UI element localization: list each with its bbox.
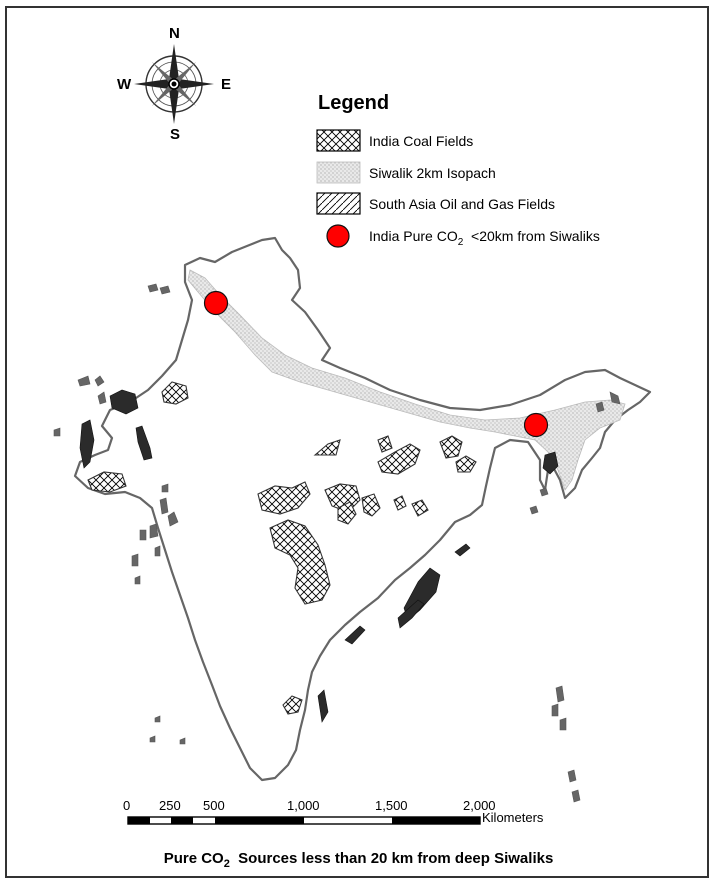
oil-gas-field (318, 690, 328, 722)
legend-swatch-oil-gas (317, 193, 360, 214)
scale-unit-label: Kilometers (482, 810, 544, 825)
scale-tick-label: 500 (203, 798, 225, 813)
scale-tick-label: 0 (123, 798, 131, 813)
co2-marker-north (205, 292, 228, 315)
map-caption: Pure $CO_2$ Sources less than 20 km from deep Siwaliks (163, 850, 554, 870)
oil-gas-field (345, 626, 365, 644)
compass-south-label: S (170, 126, 181, 143)
oil-gas-field (455, 544, 470, 556)
legend-swatch-co2 (327, 225, 349, 247)
legend-swatch-siwalik (317, 162, 360, 183)
scale-tick-label: 1,000 (287, 798, 320, 813)
compass-north-label: N (169, 25, 180, 42)
scale-bar (128, 817, 480, 824)
legend-label-oil-gas: South Asia Oil and Gas Fields (369, 196, 555, 212)
legend-label-siwalik: Siwalik 2km Isopach (369, 165, 496, 181)
scale-tick-label: 1,500 (375, 798, 408, 813)
legend-swatch-coal (317, 130, 360, 151)
compass-west-label: W (117, 76, 132, 93)
legend-label-co2: India Pure $CO_2 <20km$ from Siwaliks (369, 228, 600, 248)
legend-label-coal: India Coal Fields (369, 133, 474, 149)
co2-marker-east (525, 414, 548, 437)
compass-east-label: E (221, 76, 232, 93)
scale-tick-label: 250 (159, 798, 181, 813)
scale-tick-label: 2,000 (463, 798, 496, 813)
legend-title: Legend (318, 92, 390, 114)
compass-rose (134, 44, 214, 124)
